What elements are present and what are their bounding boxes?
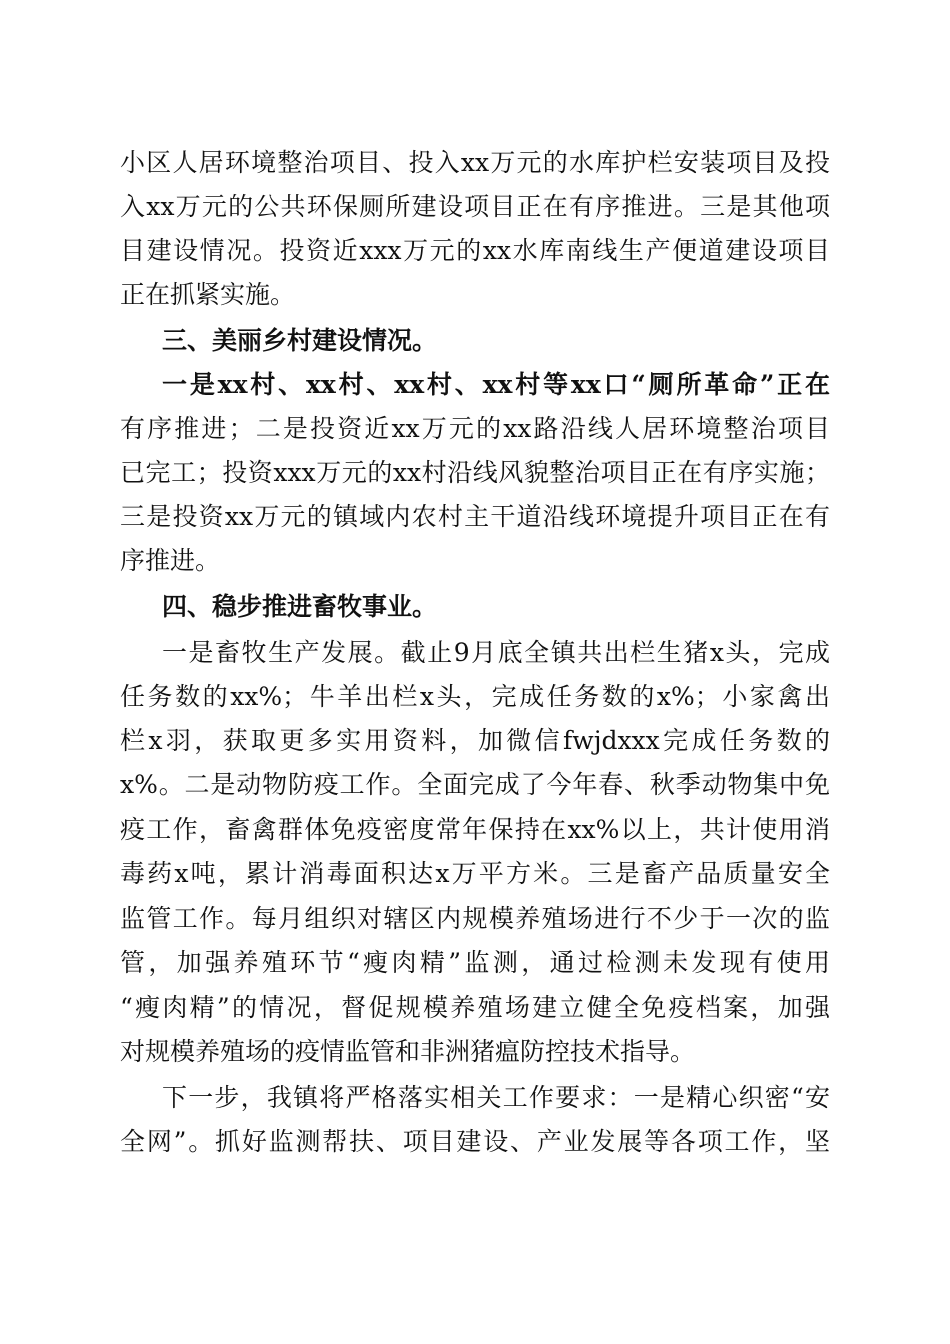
body-text-line: 序推进。 — [120, 546, 221, 575]
body-text-line: 小区人居环境整治项目、投入xx万元的水库护栏安装项目及投 — [120, 148, 830, 177]
body-text-line: 对规模养殖场的疫情监管和非洲猪瘟防控技术指导。 — [120, 1037, 696, 1066]
body-text-line: 入xx万元的公共环保厕所建设项目正在有序推进。三是其他项 — [120, 192, 830, 221]
body-text-line: 毒药x吨，累计消毒面积达x万平方米。三是畜产品质量安全 — [120, 859, 830, 888]
body-text-line: 下一步，我镇将严格落实相关工作要求：一是精心织密“安 — [162, 1083, 830, 1112]
body-text-line: x%。二是动物防疫工作。全面完成了今年春、秋季动物集中免 — [120, 770, 830, 799]
body-text-line: 监管工作。每月组织对辖区内规模养殖场进行不少于一次的监 — [120, 904, 830, 933]
body-text-line: 已完工；投资xxx万元的xx村沿线风貌整治项目正在有序实施； — [120, 458, 830, 487]
section-heading-4: 四、稳步推进畜牧事业。 — [162, 592, 438, 621]
body-text-line: 任务数的xx%；牛羊出栏x头，完成任务数的x%；小家禽出 — [120, 682, 830, 711]
body-text-line: 三是投资xx万元的镇域内农村主干道沿线环境提升项目正在有 — [120, 502, 830, 531]
body-text-line: 正在抓紧实施。 — [120, 280, 296, 309]
body-text-line: 目建设情况。投资近xxx万元的xx水库南线生产便道建设项目 — [120, 236, 830, 265]
body-text-line: 全网”。抓好监测帮扶、项目建设、产业发展等各项工作，坚 — [120, 1127, 830, 1156]
body-text-line: 一是xx村、xx村、xx村、xx村等xx口“厕所革命”正在 — [162, 370, 830, 399]
section-heading-3: 三、美丽乡村建设情况。 — [162, 326, 438, 355]
body-text-line: “瘦肉精”的情况，督促规模养殖场建立健全免疫档案，加强 — [120, 993, 830, 1022]
body-text-line: 栏x羽，获取更多实用资料，加微信fwjdxxx完成任务数的 — [120, 726, 830, 755]
body-text-line: 疫工作，畜禽群体免疫密度常年保持在xx%以上，共计使用消 — [120, 815, 830, 844]
body-text-line: 一是畜牧生产发展。截止9月底全镇共出栏生猪x头，完成 — [162, 638, 830, 667]
body-text-line: 管，加强养殖环节“瘦肉精”监测，通过检测未发现有使用 — [120, 948, 830, 977]
body-text-line: 有序推进；二是投资近xx万元的xx路沿线人居环境整治项目 — [120, 414, 830, 443]
